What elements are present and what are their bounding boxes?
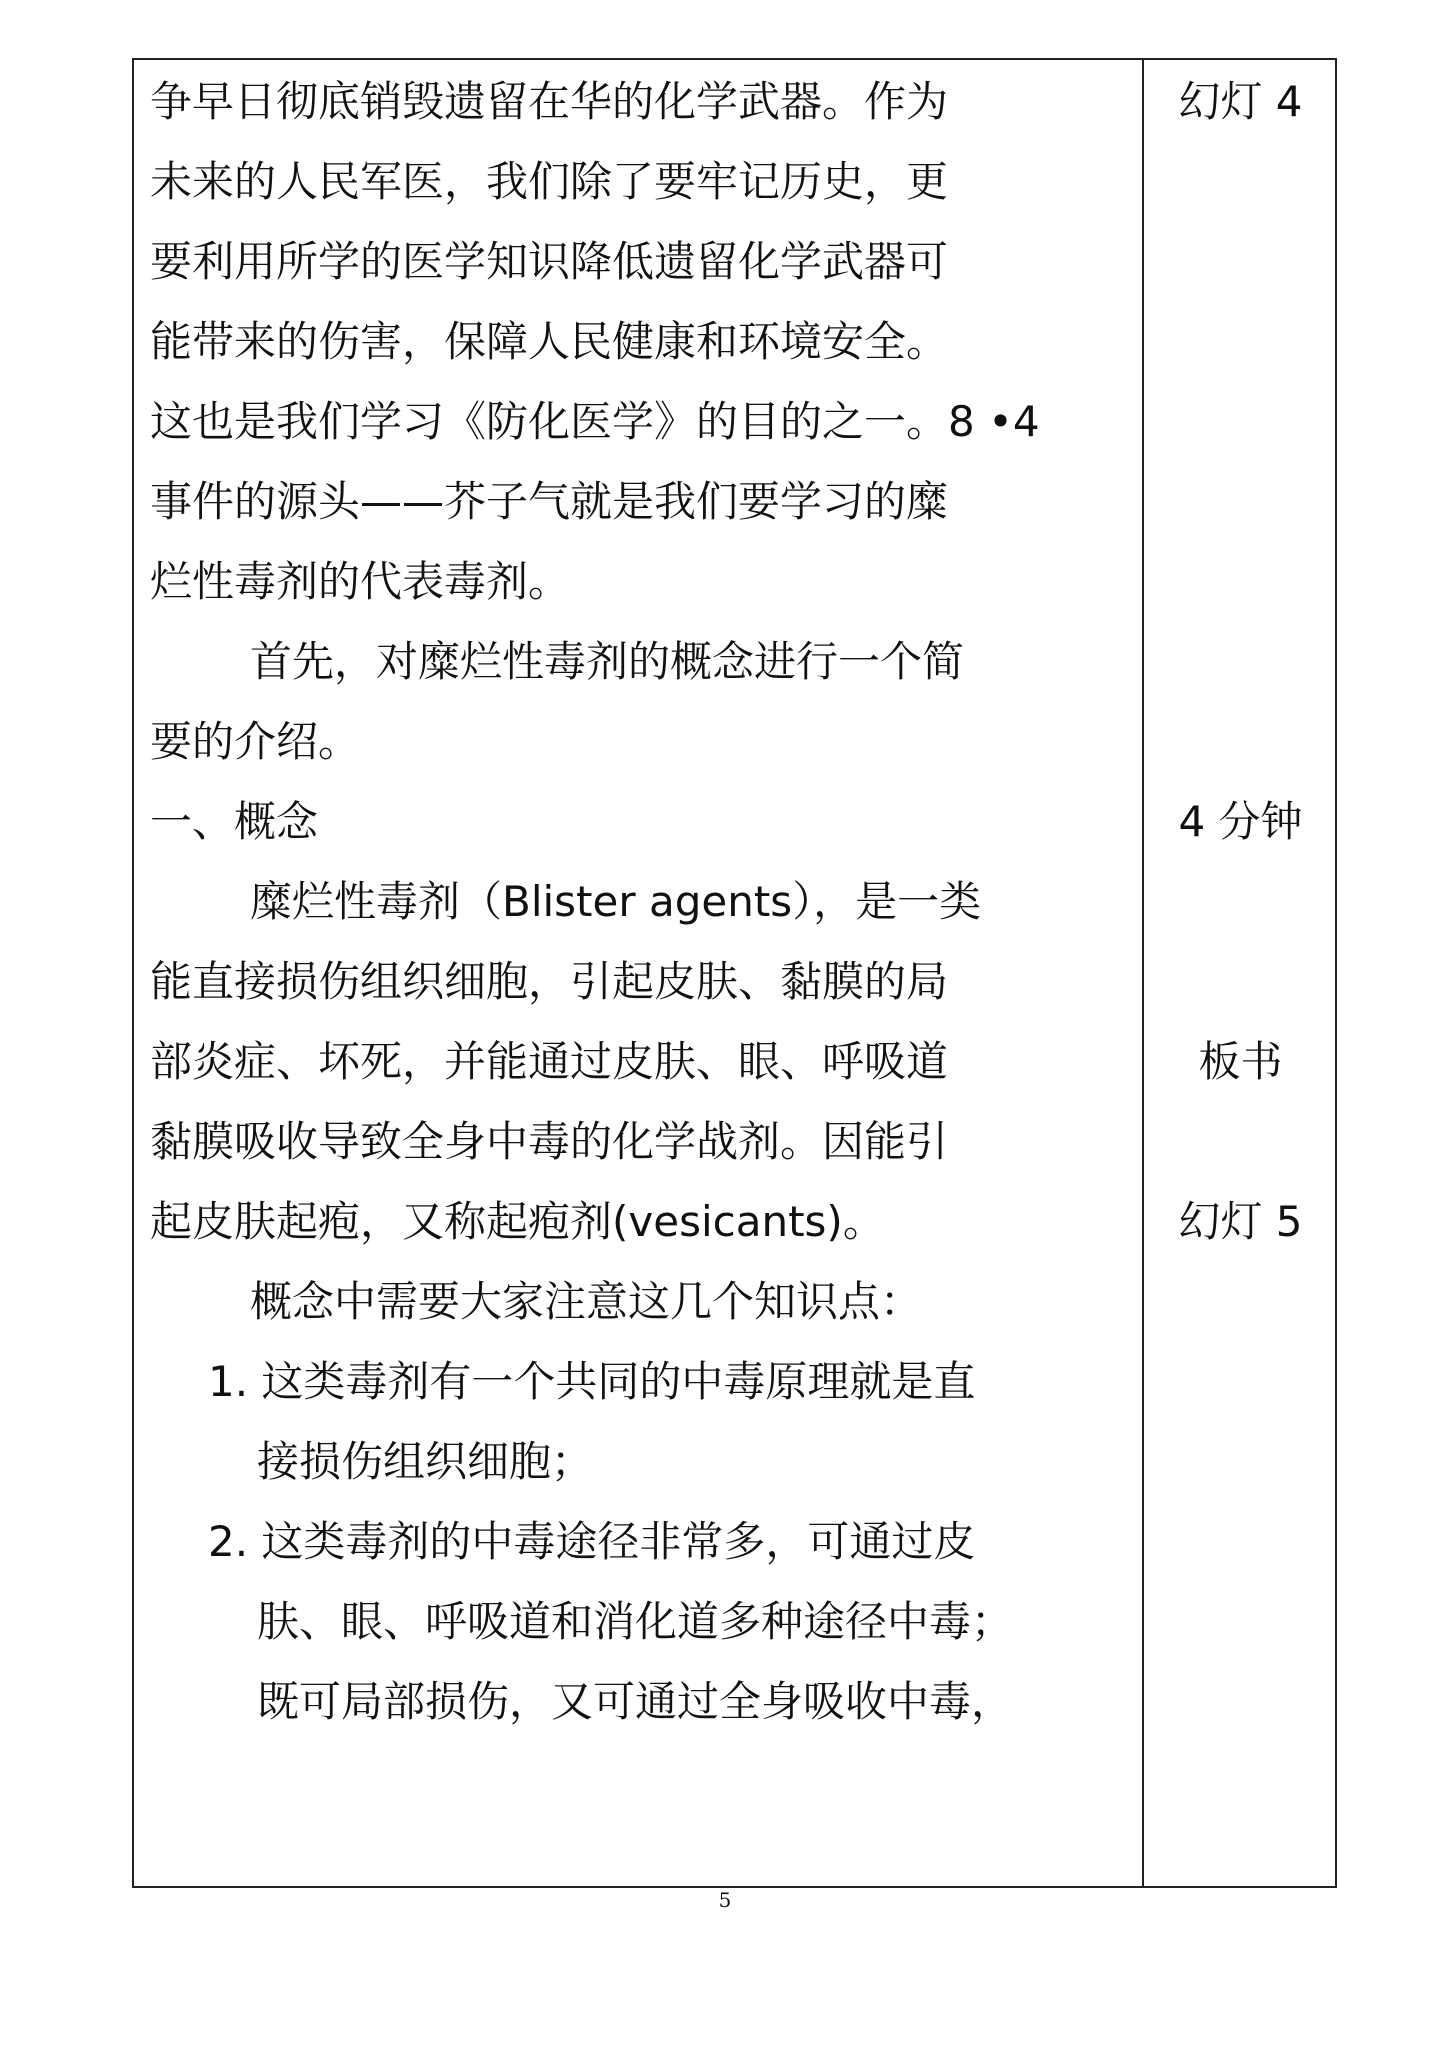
text-line: 烂性毒剂的代表毒剂。 [150,557,571,606]
text-line: 未来的人民军医，我们除了要牢记历史，更 [150,157,949,206]
time-note: 4 分钟 [1178,797,1303,846]
text-line: 黏膜吸收导致全身中毒的化学战剂。因能引 [150,1117,949,1166]
page-number: 5 [718,1888,732,1912]
text-line: 能直接损伤组织细胞，引起皮肤、黏膜的局 [150,957,949,1006]
text-line: 起皮肤起疱，又称起疱剂(vesicants)。 [150,1197,885,1246]
slide-note: 幻灯 4 [1178,77,1303,126]
lesson-plan-table [132,58,1337,1888]
numbered-item-continuation: 接损伤组织细胞； [257,1437,594,1486]
text-line: 事件的源头——芥子气就是我们要学习的糜 [150,477,949,526]
text-line: 能带来的伤害，保障人民健康和环境安全。 [150,317,949,366]
blackboard-note: 板书 [1198,1037,1283,1086]
text-line: 要的介绍。 [150,717,361,766]
numbered-item: 1. 这类毒剂有一个共同的中毒原理就是直 [208,1357,976,1406]
numbered-item-continuation: 既可局部损伤，又可通过全身吸收中毒， [257,1677,1014,1726]
slide-note: 幻灯 5 [1178,1197,1303,1246]
text-line: 争早日彻底销毁遗留在华的化学武器。作为 [150,77,949,126]
notes-column-cell [1144,60,1337,1886]
numbered-item: 2. 这类毒剂的中毒途径非常多，可通过皮 [208,1517,976,1566]
text-line: 这也是我们学习《防化医学》的目的之一。8 •4 [150,397,1040,446]
section-heading: 一、概念 [150,797,319,846]
text-line: 部炎症、坏死，并能通过皮肤、眼、呼吸道 [150,1037,949,1086]
text-line: 概念中需要大家注意这几个知识点： [250,1277,923,1326]
text-line: 首先，对糜烂性毒剂的概念进行一个简 [250,637,965,686]
text-line: 要利用所学的医学知识降低遗留化学武器可 [150,237,949,286]
text-line: 糜烂性毒剂（Blister agents），是一类 [250,877,982,926]
lecture-content-cell [150,60,1135,1886]
numbered-item-continuation: 肤、眼、呼吸道和消化道多种途径中毒； [257,1597,1014,1646]
